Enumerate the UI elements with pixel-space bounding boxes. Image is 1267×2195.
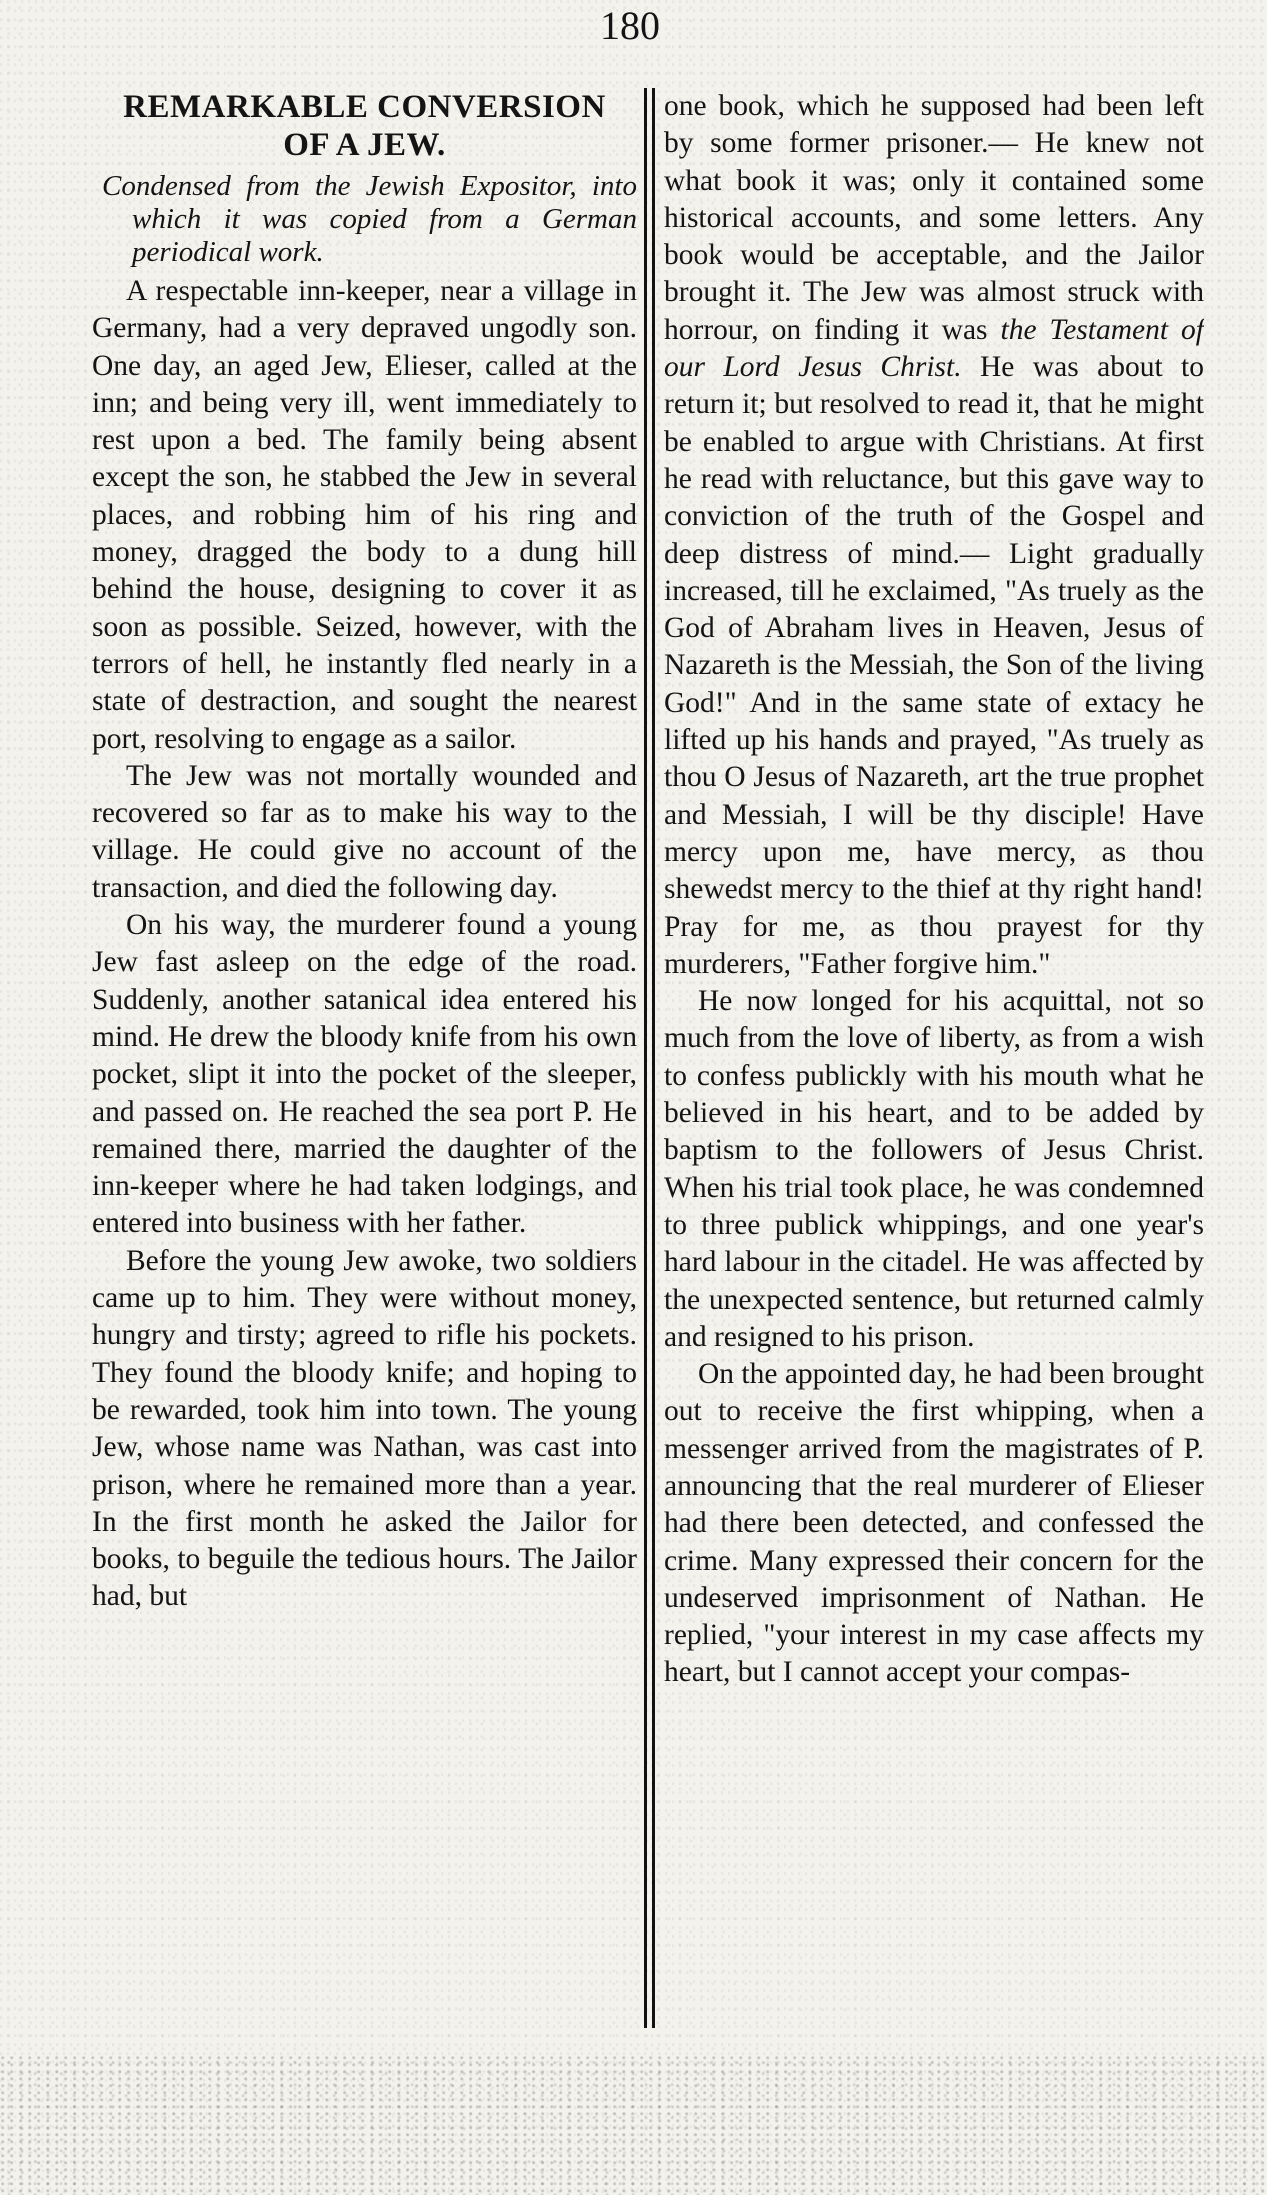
text-run: one book, which he supposed had been left by some former prisoner.— He knew not what book it was; only it contained some historical accounts, and some letters. Any book would be acceptable, and the Jailor brought it. The Jew was almost struck with horrour, on finding it was: [664, 90, 1204, 346]
paragraph: The Jew was not mortally wounded and recovered so far as to make his way to the village. He could give no account of the transaction, and died the following day.: [92, 759, 637, 904]
page-number: 180: [600, 3, 660, 48]
text-run: He was about to return it; but resolved to read it, that he might be enabled to argue with Christians. At first he read with reluctance, but this gave way to conviction of the truth of the Gospel and deep distress of mind.— Light gradually increased, till he exclaimed, "As truely as the God of Abraham lives in Heaven, Jesus of Nazareth is the Messiah, the Son of the living God!" And in the same state of extacy he lifted up his hands and prayed, "As truely as thou O Jesus of Nazareth, art the true prophet and Messiah, I will be thy disciple! Have mercy upon me, have mercy, as thou shewedst mercy to the thief at thy right hand! Pray for me, as thou prayest for thy murderers, "Father forgive him.": [664, 351, 1204, 980]
article-title-line1: REMARKABLE CONVERSION: [123, 89, 606, 125]
paragraph: A respectable inn-keeper, near a village in Germany, had a very depraved ungodly son. One day, an aged Jew, Elieser, called at the inn; and being very ill, went immediately to rest upon a bed. The family being absent except the son, he stabbed the Jew in several places, and robbing him of his ring and money, dragged the body to a dung hill behind the house, designing to cover it as soon as possible. Seized, however, with the terrors of hell, he instantly fled nearly in a state of destraction, and sought the nearest port, resolving to engage as a sailor.: [92, 275, 637, 755]
paragraph: Before the young Jew awoke, two soldiers came up to him. They were without money, hungry and tirsty; agreed to rifle his pockets. They found the bloody knife; and hoping to be rewarded, took him into town. The young Jew, whose name was Nathan, was cast into prison, where he remained more than a year. In the first month he asked the Jailor for books, to beguile the tedious hours. The Jailor had, but: [92, 1244, 637, 1613]
paragraph: [664, 88, 1204, 983]
italic-title: the Testament of our Lord Jesus Christ.: [664, 313, 1204, 384]
column-divider: [652, 88, 655, 2028]
article-title-line2: OF A JEW.: [283, 127, 446, 163]
article-subtitle: Condensed from the Jewish Expositor, into which it was copied from a German periodical work.: [102, 170, 637, 268]
right-column: [664, 88, 1204, 2098]
paragraph: He now longed for his acquittal, not so much from the love of liberty, as from a wish to confess publickly with his mouth what he believed in his heart, and to be added by baptism to the followers of Jesus Christ. When his trial took place, he was condemned to three publick whippings, and one year's hard labour in the citadel. He was affected by the unexpected sentence, but returned calmly and resigned to his prison.: [664, 985, 1204, 1353]
paragraph: On the appointed day, he had been brought out to receive the first whipping, when a messenger arrived from the magistrates of P. announcing that the real murderer of Elieser had there been detected, and confessed the crime. Many expressed their concern for the undeserved imprisonment of Nathan. He replied, "your interest in my case affects my heart, but I cannot accept your compas-: [664, 1358, 1204, 1689]
column-divider: [644, 88, 647, 2028]
left-column: [92, 88, 637, 2098]
paragraph: On his way, the murderer found a young Jew fast asleep on the edge of the road. Suddenly, another satanical idea entered his mind. He drew the bloody knife from his own pocket, slipt it into the pocket of the sleeper, and passed on. He reached the sea port P. He remained there, married the daughter of the inn-keeper where he had taken lodgings, and entered into business with her father.: [92, 909, 637, 1240]
